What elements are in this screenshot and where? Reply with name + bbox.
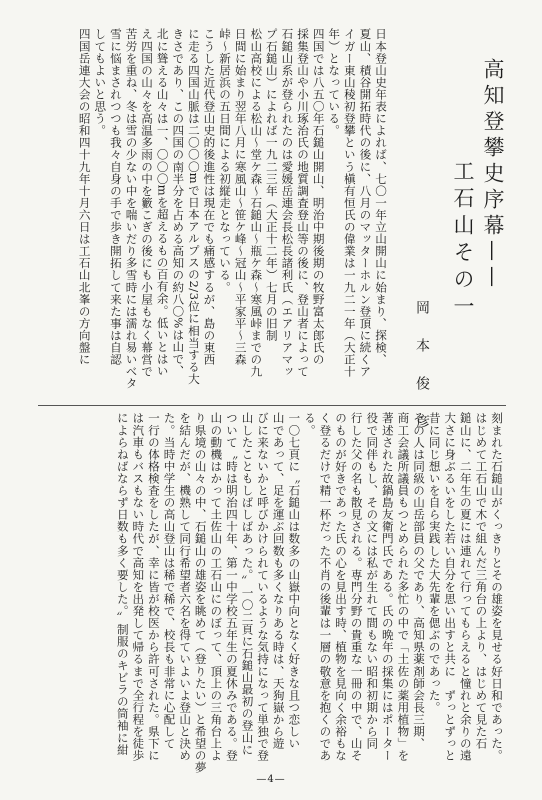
text-line: 北に聳える山々は一、〇〇〇mを超えるもの百有余。低いとはい [155,28,170,377]
text-line: 峠～新居浜の五日間による初縦走となっている。 [218,28,233,294]
text-line: 夏山、積谷開拓時代の後に、八月のマッターホルン登頂に続くア [358,28,373,378]
text-line: 商工会議所議員もつとめられた多忙の中で「土佐の薬用植物」を [396,412,411,762]
text-line: 山したこともしばしばあった。〟一〇二頁に石鎚山最初の登山に [240,412,255,756]
author-name: 岡 本 俊 彦 [414,300,430,433]
text-line: く登るだけで精一杯だった不肖の後輩は一層の敬意を抱くのであ [318,412,333,762]
text-line: を結んだが、機熟して同行希望者六名を得ていよいよ登山と決め [178,412,193,762]
text-line: 採集登山や小川琢治氏の地質調査登山等の後に、登山者によって [296,28,311,378]
text-line: 刻まれた石鎚山がくっきりとその雄姿を見せる好日和であった。 [490,412,504,762]
sub-title: 工石山その一 [451,160,475,322]
page-number: —4— [256,774,286,785]
text-line: ついて〝時は明治四十年、第一中学校五年生の夏休みである。登 [224,412,239,762]
text-line: 四国岳連大会の昭和四十九年十月六日は工石山北峯の方向盤に [77,28,92,366]
text-line: してもよいと思う。 [93,28,108,137]
text-line: 一行の体格検査をしたが、幸に皆が校医から許可された。県下に [146,412,161,762]
text-line: 山の動機はかって土佐山の工石山にのぼって、頂上の三角台上よ [209,412,224,762]
text-line: びに来ないかと呼びかけられているような気持になって単独で登 [256,412,271,762]
section-divider [38,405,506,406]
text-line: 松山高校による松山～堂ケ森～石鎚山～瓶ケ森～寒風峠までの九 [249,28,264,378]
text-line: プ石鎚山）によれば一九二三年（大正十二年）七月の旧制 [264,28,279,342]
text-line: 雪に悩まされつつも我々自身の手で歩き開拓して来た事は自認 [108,28,123,366]
text-line: 年）となっている。 [327,28,342,137]
text-line: その人は同級の山岳部員の父であり、高知県薬剤師会長三期、 [412,412,427,750]
text-line: 四国では八五〇年石鎚山開山、明治中期後期の牧野富太郎氏の [311,28,326,366]
text-line: る。 [302,412,317,437]
main-title: 高知登攀史序幕—— [481,58,505,292]
text-line: た。当時中学生の高山登山は稀で稀で、校長も非常に心配して [162,412,177,750]
bottom-text-column [42,412,504,784]
text-line: 苦労を重ね、冬は雪の少ない中を喘いだり多雪時には濡れ易いベタ [124,28,139,390]
text-line: 行した父の名も散見される。専門分野の貴重な一冊の中で、山そ [349,412,364,762]
text-line: はじめて工石山で木で組んだ三角台の上より、はじめて見た石 [474,412,489,750]
text-line: 鎚山に、二年生の夏には連れて行ってもらえると憧れと余りの遠 [458,412,473,762]
text-line: り県境の山々の中、石鎚山の雄姿を眺めて（登りたい）と希望の夢 [193,412,208,774]
text-line: 日間に始まり翌年八月に寒風山～笹ケ峰～冠山～平家平～三森 [233,28,248,366]
text-line: 日本登山史年表によれば、七〇一年立山開山に始まり、探検、 [374,28,388,366]
text-line: 役で同伴もし、その文には私が生れて間もない昭和初期から同 [365,412,380,750]
text-line: は汽車もバスもない時代で高知を出発して帰るまで全行程を徒歩 [131,412,146,762]
text-line: 石鎚山系が登られたのは愛媛岳連会長松長諸利氏（エアリアマッ [280,28,295,378]
text-line: のものが好きであった氏の心を見出す時、植物を見向く余裕もな [334,412,349,762]
text-line: 大さに身ぶるいをした若い自分を思い出すと共に ずっとずっと [443,412,458,762]
text-line: こうした近代登山史的後進性は現在でも痛感するが、島の東西 [202,28,217,366]
text-line: イガー東山稜初登攀という槇有恒氏の偉業は一九二一年（大正十 [342,28,357,378]
top-text-column [52,28,388,400]
text-line: きさであり、この四国の南半分を占める高知の約八〇%は山で、 [171,28,186,377]
text-line: 昔に同じ想いを自ら実践した大先輩を偲ぶのであった。 [427,412,442,714]
text-line: によらねばならず日数も多く要した。〟制服のキビラの筒袖に紺 [115,412,130,756]
text-line: え四国の山々を高温多雨の中を籔こぎの後にも小屋もなく幕営で [140,28,155,378]
text-line: 山であって、足を運ぶ回数も多くなりある時は、天狗嶽から遊 [271,412,286,750]
text-line: に走る四国山脈は二〇〇〇mで日本アルプスの2/3位に相当する大 [186,28,201,385]
text-line: 一〇七頁に〝石鎚山は数多の山嶽中向となく好きな且つ恋しい [287,412,302,750]
text-line: 著述された故鍋島友衛門氏である。氏の晩年の採集にはポーター [380,412,395,762]
